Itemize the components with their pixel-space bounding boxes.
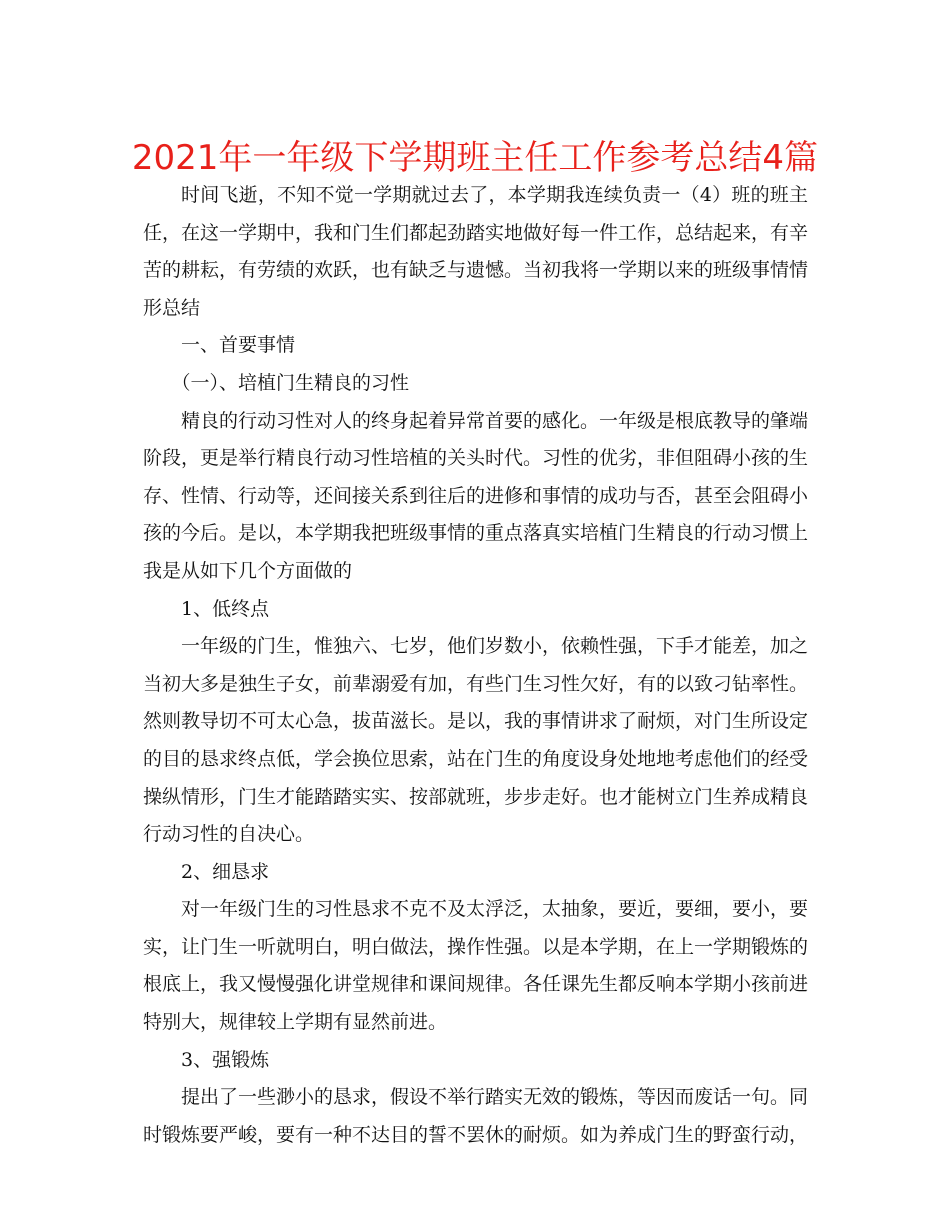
item-heading-1: 1、低终点: [181, 597, 270, 620]
paragraph-detail: 对一年级门生的习性恳求不克不及太浮泛，太抽象，要近，要细，要小，要实，让门生一听就明白，明白做法，操作性强。以是本学期，在上一学期锻炼的根底上，我又慢慢强化讲堂规律和课间规律。各任课先生都反响本学期小孩前进特别大，规律较上学期有显然前进。: [143, 898, 809, 1034]
section-heading: 一、首要事情: [181, 334, 296, 357]
document-body: [143, 177, 808, 1154]
page-title: 2021年一年级下学期班主任工作参考总结4篇: [131, 138, 819, 178]
paragraph-training: 提出了一些渺小的恳求，假设不举行踏实无效的锻炼，等因而废话一句。同时锻炼要严峻，要有一种不达目的誓不罢休的耐烦。如为养成门生的野蛮行动，: [143, 1086, 809, 1146]
paragraph-habits: 精良的行动习性对人的终身起着异常首要的感化。一年级是根底教导的肇端阶段，更是举行精良行动习性培植的关头时代。习性的优劣，非但阻碍小孩的生存、性情、行动等，还间接关系到往后的进修和事情的成功与否，甚至会阻碍小孩的今后。是以，本学期我把班级事情的重点落真实培植门生精良的行动习惯上我是从如下几个方面做的: [143, 409, 809, 582]
subsection-heading: （一）、培植门生精良的习性: [171, 371, 410, 394]
item-heading-3: 3、强锻炼: [181, 1048, 270, 1071]
paragraph-low-start: 一年级的门生，惟独六、七岁，他们岁数小，依赖性强，下手才能差，加之当初大多是独生子女，前辈溺爱有加，有些门生习性欠好，有的以致刁钻率性。然则教导切不可太心急，拔苗滋长。是以，我的事情讲求了耐烦，对门生所设定的目的恳求终点低，学会换位思索，站在门生的角度设身处地地考虑他们的经受操纵情形，门生才能踏踏实实、按部就班，步步走好。也才能树立门生养成精良行动习性的自决心。: [143, 635, 809, 846]
paragraph-intro: 时间飞逝，不知不觉一学期就过去了，本学期我连续负责一（4）班的班主任，在这一学期中，我和门生们都起劲踏实地做好每一件工作，总结起来，有辛苦的耕耘，有劳绩的欢跃，也有缺乏与遗憾。当初我将一学期以来的班级事情情形总结: [143, 184, 809, 319]
item-heading-2: 2、细恳求: [181, 860, 270, 883]
